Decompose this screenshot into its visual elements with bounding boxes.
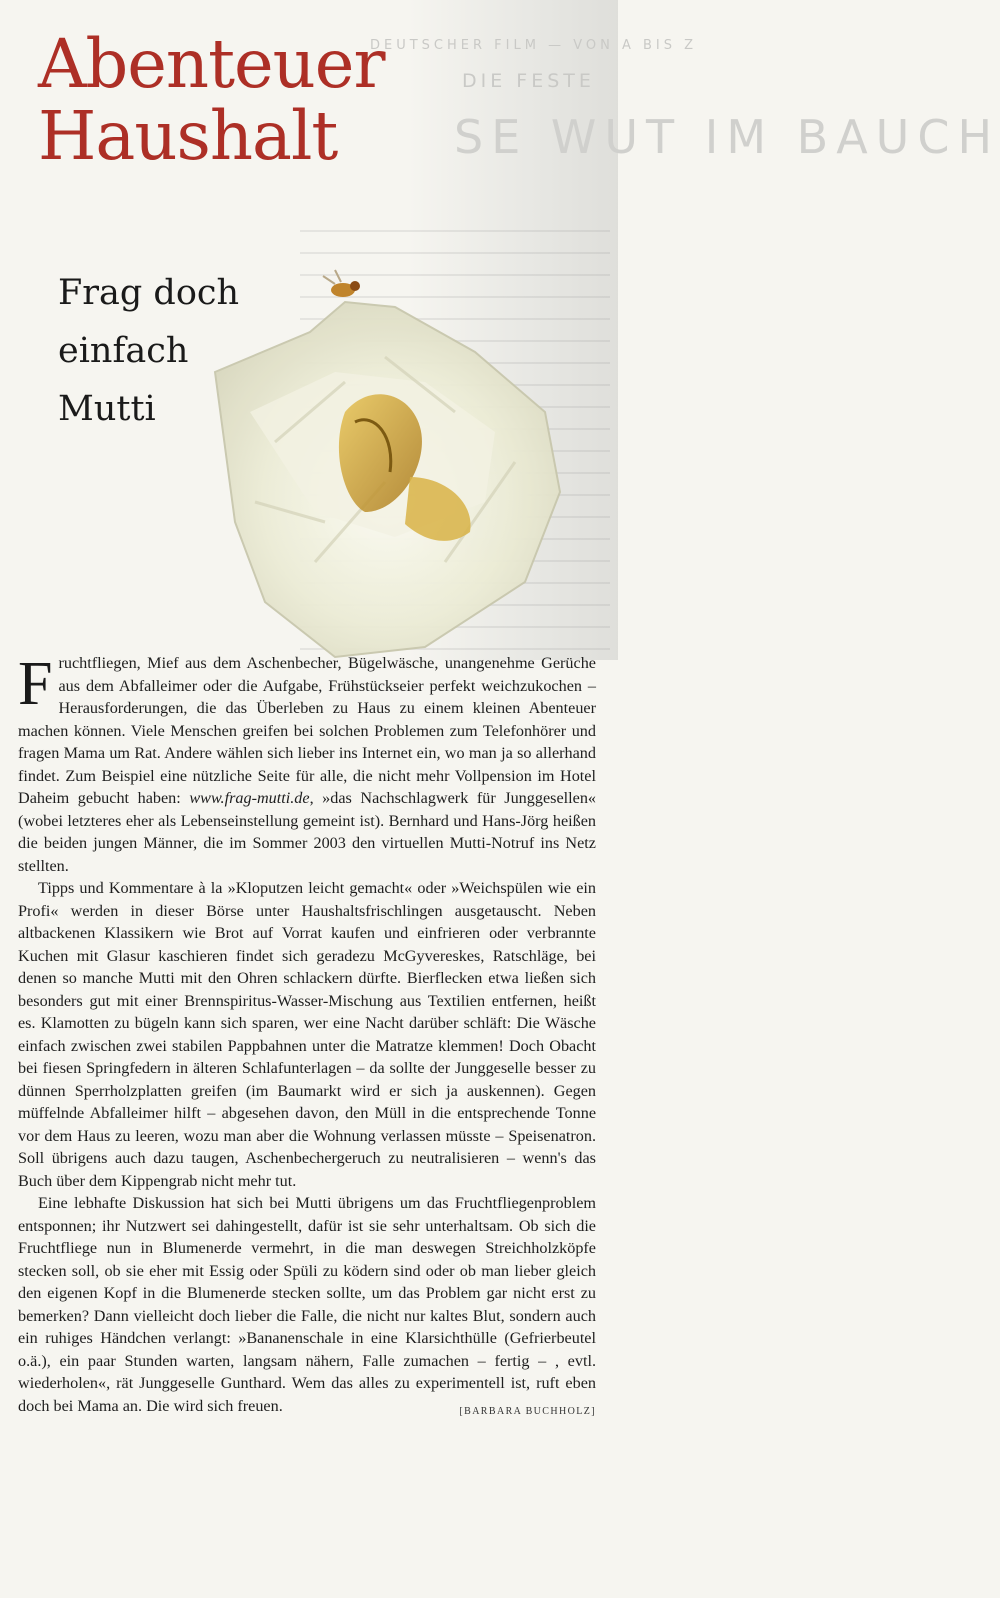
paragraph-1-text: ruchtfliegen, Mief aus dem Aschenbecher, Bügelwäsche, unangenehme Gerüche aus dem Abfalleimer oder die Aufgabe, Frühstückseier perfekt weichzukochen – Herausforderungen, die das Überleben zu Haus zu einem kleinen Abenteuer machen können. Viele Menschen greifen bei solchen Problemen zum Telefonhörer und fragen Mama um Rat. Andere wählen sich lieber ins Internet ein, wo man ja so allerhand findet. Zum Beispiel eine nützliche Seite für alle, die nicht mehr Vollpension im Hotel Daheim gebucht haben: (18, 654, 596, 807)
article-paragraph-3 (18, 1192, 596, 1417)
bleed-text-line2: DIE FESTE (462, 70, 595, 92)
title-line-2: Haushalt (38, 97, 338, 175)
bleed-text-line1: DEUTSCHER FILM — VON A BIS Z (370, 38, 698, 53)
article-paragraph-1 (18, 652, 596, 877)
paragraph-3-text: Eine lebhafte Diskussion hat sich bei Mutti übrigens um das Fruchtfliegenproblem entsponnen; ihr Nutzwert sei dahingestellt, dafür ist sie sehr unterhaltsam. Ob sich die Fruchtfliege nun in Blumenerde vermehrt, in die man deswegen Streichholzköpfe stecken soll, ob sie eher mit Essig oder Spüli zu ködern sind oder ob man lieber gleich den eigenen Kopf in die Blumenerde stecken sollte, um das Problem gar nicht erst zu bemerken? Dann vielleicht doch lieber die Falle, die nicht nur kaltes Blut, sondern auch ein ruhiges Händchen verlangt: »Bananenschale in eine Klarsichthülle (Gefrierbeutel o.ä.), ein paar Stunden warten, langsam nähern, Falle zumachen – fertig – , evtl. wiederholen«, rät Junggeselle Gunthard. Wem das alles zu experimentell ist, ruft eben doch bei Mama an. Die wird sich freuen. (18, 1194, 596, 1415)
subtitle-line-2: einfach (58, 331, 189, 371)
title-line-1: Abenteuer (38, 25, 385, 103)
subtitle-line-3: Mutti (58, 389, 156, 429)
article-paragraph-2: Tipps und Kommentare à la »Kloputzen leicht gemacht« oder »Weichspülen wie ein Profi« werden in dieser Börse unter Haushaltsfrischlingen ausgetauscht. Neben altbackenen Klassikern wie Brot auf Vorrat kaufen und einfrieren oder verbrannte Kuchen mit Glasur kaschieren findet sich geradezu McGyvereskes, Ratschläge, bei denen so manche Mutti mit den Ohren schlackern dürfte. Bierflecken etwa ließen sich besonders gut mit einer Brennspiritus-Wasser-Mischung aus Textilien entfernen, heißt es. Klamotten zu bügeln kann sich sparen, wer eine Nacht darüber schläft: Die Wäsche einfach zwischen zwei stabilen Pappbahnen unter die Matratze klemmen! Doch Obacht bei fiesen Springfedern in älteren Schlafunterlagen – da sollte der Junggeselle besser zu dünnen Sperrholzplatten greifen (im Baumarkt wird er sich ja auskennen). Gegen müffelnde Abfalleimer hilft – abgesehen davon, den Müll in die entsprechende Tonne vor dem Haus zu leeren, wozu man aber die Wohnung verlassen müsste – Speisenatron. Soll übrigens auch dazu taugen, Aschenbechergeruch zu neutralisieren – wenn's das Buch über dem Kippengrab nicht mehr tut. (18, 879, 596, 1190)
drop-cap: F (18, 650, 53, 718)
subtitle-line-1: Frag doch (58, 273, 240, 313)
author-byline: [BARBARA BUCHHOLZ] (459, 1405, 596, 1417)
page-title (38, 25, 385, 175)
fruit-fly-icon (323, 270, 360, 297)
bleed-text-line3: SE WUT IM BAUCH (454, 110, 1000, 164)
paragraph-1-end: , »das Nachschlagwerk für Junggesellen« (wobei letzteres eher als Lebenseinstellung gemeint ist). Bernhard und Hans-Jörg heißen die beiden jungen Männer, die im Sommer 2003 den virtuellen Mutti-Notruf ins Netz stellten. (18, 789, 597, 875)
plastic-bag-photo (195, 262, 575, 662)
website-link[interactable]: www.frag-mutti.de (189, 789, 310, 807)
article-body (18, 652, 596, 1423)
